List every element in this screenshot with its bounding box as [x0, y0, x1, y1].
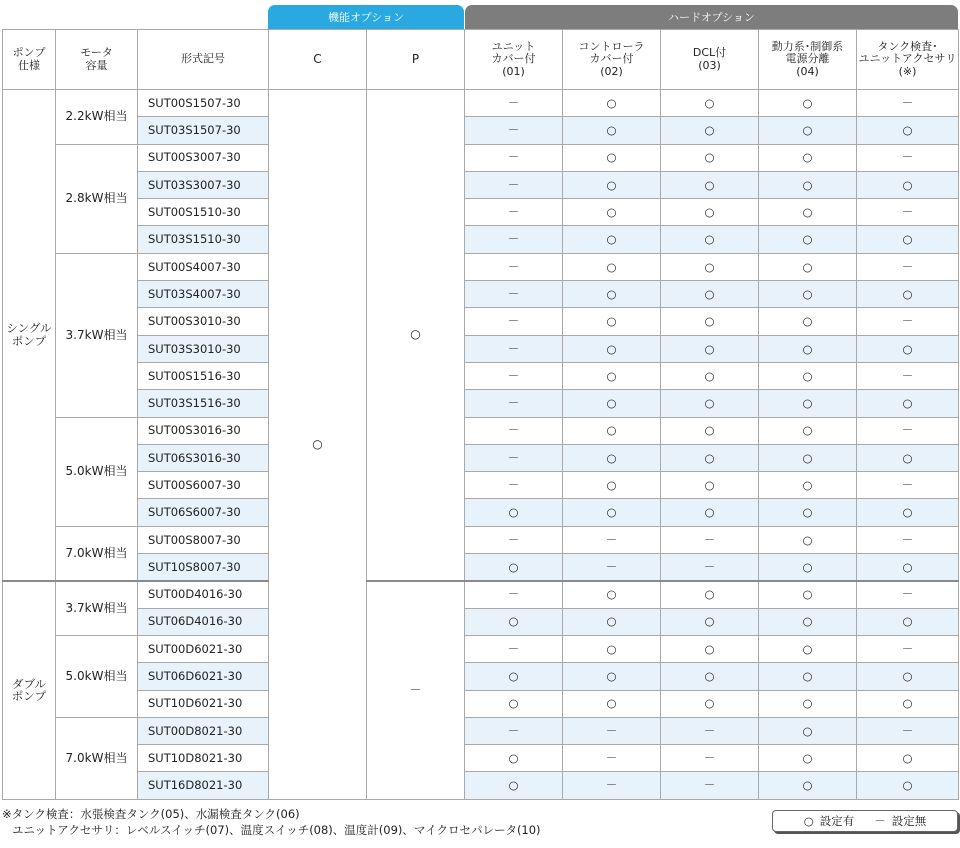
opt02-cell: ○ [563, 499, 661, 526]
header-p: P [367, 30, 465, 90]
opt02-cell: ○ [563, 90, 661, 117]
table-row [3, 635, 959, 662]
table-row [3, 554, 959, 581]
opt03-cell: － [661, 745, 759, 772]
opt02-cell: ○ [563, 581, 661, 608]
legend-none-symbol: － [874, 814, 886, 828]
table-header [3, 30, 959, 90]
optx-cell: － [857, 717, 959, 744]
model-cell: SUT06S6007-30 [138, 499, 269, 526]
opt04-cell: ○ [759, 117, 857, 144]
pump-spec-cell: ダブル ポンプ [3, 581, 56, 799]
table-row [3, 444, 959, 471]
opt03-cell: ○ [661, 144, 759, 171]
motor-capacity-cell: 5.0kW相当 [56, 417, 138, 526]
opt04-cell: ○ [759, 526, 857, 553]
opt03-cell: ○ [661, 199, 759, 226]
table-row [3, 499, 959, 526]
opt02-cell: ○ [563, 335, 661, 362]
model-cell: SUT03S3007-30 [138, 171, 269, 198]
footnote [2, 806, 541, 838]
opt03-cell: ○ [661, 335, 759, 362]
model-cell: SUT06D6021-30 [138, 663, 269, 690]
opt02-cell: － [563, 717, 661, 744]
optx-cell: ○ [857, 499, 959, 526]
optx-cell: ○ [857, 690, 959, 717]
table-row [3, 417, 959, 444]
header-opt02: コントローラ カバー付 (02) [563, 30, 661, 90]
table-row [3, 472, 959, 499]
opt02-cell: ○ [563, 226, 661, 253]
model-cell: SUT00D8021-30 [138, 717, 269, 744]
table-row [3, 772, 959, 799]
legend [772, 810, 958, 832]
footnote-line-2: ユニットアクセサリ：レベルスイッチ(07)、温度スイッチ(08)、温度計(09)、マイクロセパレータ(10) [12, 823, 541, 837]
opt04-cell: ○ [759, 253, 857, 280]
opt04-cell: ○ [759, 226, 857, 253]
optx-cell: － [857, 199, 959, 226]
opt02-cell: ○ [563, 417, 661, 444]
opt04-cell: ○ [759, 472, 857, 499]
table-row [3, 90, 959, 117]
opt03-cell: ○ [661, 581, 759, 608]
option-tabs [268, 5, 958, 29]
opt02-cell: ○ [563, 253, 661, 280]
model-cell: SUT00D4016-30 [138, 581, 269, 608]
table-row [3, 581, 959, 608]
optx-cell: ○ [857, 608, 959, 635]
table-row [3, 690, 959, 717]
model-cell: SUT00S3007-30 [138, 144, 269, 171]
optx-cell: ○ [857, 281, 959, 308]
model-cell: SUT00S4007-30 [138, 253, 269, 280]
opt01-cell: － [465, 635, 563, 662]
motor-capacity-cell: 2.8kW相当 [56, 144, 138, 253]
opt02-cell: ○ [563, 362, 661, 389]
opt01-cell: － [465, 526, 563, 553]
table-row [3, 745, 959, 772]
table-body [3, 90, 959, 800]
opt02-cell: ○ [563, 444, 661, 471]
opt03-cell: ○ [661, 253, 759, 280]
opt01-cell: － [465, 226, 563, 253]
opt01-cell: ○ [465, 608, 563, 635]
opt03-cell: － [661, 554, 759, 581]
model-cell: SUT03S4007-30 [138, 281, 269, 308]
opt04-cell: ○ [759, 581, 857, 608]
header-c: C [269, 30, 367, 90]
opt03-cell: ○ [661, 281, 759, 308]
opt01-cell: － [465, 444, 563, 471]
table-row [3, 526, 959, 553]
optx-cell: ○ [857, 663, 959, 690]
opt04-cell: ○ [759, 554, 857, 581]
opt01-cell: － [465, 390, 563, 417]
opt01-cell: － [465, 199, 563, 226]
opt03-cell: － [661, 717, 759, 744]
header-opt01: ユニット カバー付 (01) [465, 30, 563, 90]
opt02-cell: ○ [563, 472, 661, 499]
optx-cell: － [857, 253, 959, 280]
model-cell: SUT00S8007-30 [138, 526, 269, 553]
optx-cell: ○ [857, 390, 959, 417]
opt01-cell: － [465, 472, 563, 499]
opt01-cell: － [465, 581, 563, 608]
table-row [3, 253, 959, 280]
opt04-cell: ○ [759, 745, 857, 772]
table-row [3, 663, 959, 690]
opt02-cell: － [563, 554, 661, 581]
table-row [3, 226, 959, 253]
model-cell: SUT00S1516-30 [138, 362, 269, 389]
opt02-cell: ○ [563, 281, 661, 308]
pump-spec-cell: シングル ポンプ [3, 90, 56, 581]
opt01-cell: － [465, 362, 563, 389]
optx-cell: ○ [857, 745, 959, 772]
opt03-cell: ○ [661, 635, 759, 662]
model-cell: SUT00S3010-30 [138, 308, 269, 335]
opt01-cell: － [465, 417, 563, 444]
optx-cell: ○ [857, 226, 959, 253]
opt04-cell: ○ [759, 199, 857, 226]
model-cell: SUT00S3016-30 [138, 417, 269, 444]
opt03-cell: ○ [661, 390, 759, 417]
c-option-cell: ○ [269, 90, 367, 800]
hard-option-tab: ハードオプション [465, 5, 958, 29]
opt03-cell: ○ [661, 226, 759, 253]
opt01-cell: ○ [465, 554, 563, 581]
opt03-cell: ○ [661, 444, 759, 471]
opt04-cell: ○ [759, 444, 857, 471]
opt01-cell: － [465, 144, 563, 171]
opt04-cell: ○ [759, 608, 857, 635]
legend-none-label: 設定無 [891, 814, 927, 828]
opt02-cell: ○ [563, 144, 661, 171]
header-motor-capacity: モータ 容量 [56, 30, 138, 90]
model-cell: SUT00D6021-30 [138, 635, 269, 662]
table-row [3, 308, 959, 335]
function-option-tab: 機能オプション [268, 5, 464, 29]
opt02-cell: － [563, 526, 661, 553]
opt02-cell: ○ [563, 635, 661, 662]
footnote-line-1: ※タンク検査：水張検査タンク(05)、水漏検査タンク(06) [2, 807, 300, 821]
opt03-cell: ○ [661, 663, 759, 690]
table-row [3, 362, 959, 389]
optx-cell: ○ [857, 772, 959, 799]
motor-capacity-cell: 3.7kW相当 [56, 581, 138, 636]
model-cell: SUT10D8021-30 [138, 745, 269, 772]
model-cell: SUT16D8021-30 [138, 772, 269, 799]
opt02-cell: ○ [563, 663, 661, 690]
model-cell: SUT06D4016-30 [138, 608, 269, 635]
motor-capacity-cell: 7.0kW相当 [56, 717, 138, 799]
opt04-cell: ○ [759, 417, 857, 444]
opt01-cell: － [465, 717, 563, 744]
table-row [3, 171, 959, 198]
model-cell: SUT03S1516-30 [138, 390, 269, 417]
opt04-cell: ○ [759, 390, 857, 417]
motor-capacity-cell: 2.2kW相当 [56, 90, 138, 145]
opt04-cell: ○ [759, 144, 857, 171]
opt01-cell: － [465, 171, 563, 198]
opt02-cell: ○ [563, 308, 661, 335]
opt01-cell: － [465, 335, 563, 362]
header-model: 形式記号 [138, 30, 269, 90]
table-row [3, 390, 959, 417]
motor-capacity-cell: 7.0kW相当 [56, 526, 138, 581]
model-cell: SUT03S3010-30 [138, 335, 269, 362]
opt03-cell: ○ [661, 690, 759, 717]
opt04-cell: ○ [759, 308, 857, 335]
opt03-cell: ○ [661, 608, 759, 635]
optx-cell: － [857, 417, 959, 444]
legend-has-symbol: ○ [803, 814, 814, 828]
model-cell: SUT00S1510-30 [138, 199, 269, 226]
opt04-cell: ○ [759, 717, 857, 744]
opt02-cell: ○ [563, 171, 661, 198]
opt01-cell: － [465, 308, 563, 335]
optx-cell: － [857, 144, 959, 171]
optx-cell: ○ [857, 444, 959, 471]
table-row [3, 335, 959, 362]
p-option-cell: － [367, 581, 465, 799]
optx-cell: － [857, 472, 959, 499]
model-cell: SUT00S1507-30 [138, 90, 269, 117]
header-optx: タンク検査･ ユニットアクセサリ (※) [857, 30, 959, 90]
legend-none [874, 813, 926, 829]
model-cell: SUT10D6021-30 [138, 690, 269, 717]
p-option-cell: ○ [367, 90, 465, 581]
table-row [3, 717, 959, 744]
opt03-cell: ○ [661, 90, 759, 117]
opt02-cell: ○ [563, 608, 661, 635]
opt02-cell: ○ [563, 117, 661, 144]
opt02-cell: － [563, 745, 661, 772]
optx-cell: ○ [857, 335, 959, 362]
optx-cell: ○ [857, 117, 959, 144]
optx-cell: － [857, 526, 959, 553]
spec-table [2, 29, 959, 800]
opt04-cell: ○ [759, 171, 857, 198]
opt03-cell: － [661, 526, 759, 553]
opt03-cell: ○ [661, 308, 759, 335]
table-row [3, 281, 959, 308]
opt04-cell: ○ [759, 690, 857, 717]
model-cell: SUT00S6007-30 [138, 472, 269, 499]
opt02-cell: ○ [563, 690, 661, 717]
opt01-cell: － [465, 117, 563, 144]
model-cell: SUT03S1507-30 [138, 117, 269, 144]
opt02-cell: ○ [563, 199, 661, 226]
opt04-cell: ○ [759, 499, 857, 526]
optx-cell: ○ [857, 554, 959, 581]
opt02-cell: － [563, 772, 661, 799]
opt04-cell: ○ [759, 663, 857, 690]
opt03-cell: ○ [661, 171, 759, 198]
opt03-cell: ○ [661, 499, 759, 526]
table-row [3, 608, 959, 635]
opt03-cell: ○ [661, 417, 759, 444]
optx-cell: － [857, 90, 959, 117]
table-row [3, 117, 959, 144]
motor-capacity-cell: 5.0kW相当 [56, 635, 138, 717]
opt04-cell: ○ [759, 362, 857, 389]
motor-capacity-cell: 3.7kW相当 [56, 253, 138, 417]
legend-has-label: 設定有 [819, 814, 855, 828]
opt01-cell: ○ [465, 772, 563, 799]
opt04-cell: ○ [759, 772, 857, 799]
model-cell: SUT10S8007-30 [138, 554, 269, 581]
opt03-cell: ○ [661, 117, 759, 144]
optx-cell: － [857, 308, 959, 335]
opt04-cell: ○ [759, 90, 857, 117]
optx-cell: － [857, 635, 959, 662]
table-row [3, 144, 959, 171]
opt01-cell: ○ [465, 690, 563, 717]
optx-cell: － [857, 581, 959, 608]
opt01-cell: － [465, 253, 563, 280]
opt01-cell: － [465, 281, 563, 308]
header-opt04: 動力系･制御系 電源分離 (04) [759, 30, 857, 90]
opt03-cell: － [661, 772, 759, 799]
opt01-cell: － [465, 90, 563, 117]
model-cell: SUT06S3016-30 [138, 444, 269, 471]
opt01-cell: ○ [465, 499, 563, 526]
model-cell: SUT03S1510-30 [138, 226, 269, 253]
header-opt03: DCL付 (03) [661, 30, 759, 90]
opt04-cell: ○ [759, 281, 857, 308]
optx-cell: － [857, 362, 959, 389]
header-pump-spec: ポンプ 仕様 [3, 30, 56, 90]
optx-cell: ○ [857, 171, 959, 198]
opt02-cell: ○ [563, 390, 661, 417]
opt04-cell: ○ [759, 335, 857, 362]
opt04-cell: ○ [759, 635, 857, 662]
legend-has [804, 813, 855, 829]
opt01-cell: ○ [465, 663, 563, 690]
opt03-cell: ○ [661, 362, 759, 389]
table-row [3, 199, 959, 226]
opt03-cell: ○ [661, 472, 759, 499]
opt01-cell: ○ [465, 745, 563, 772]
